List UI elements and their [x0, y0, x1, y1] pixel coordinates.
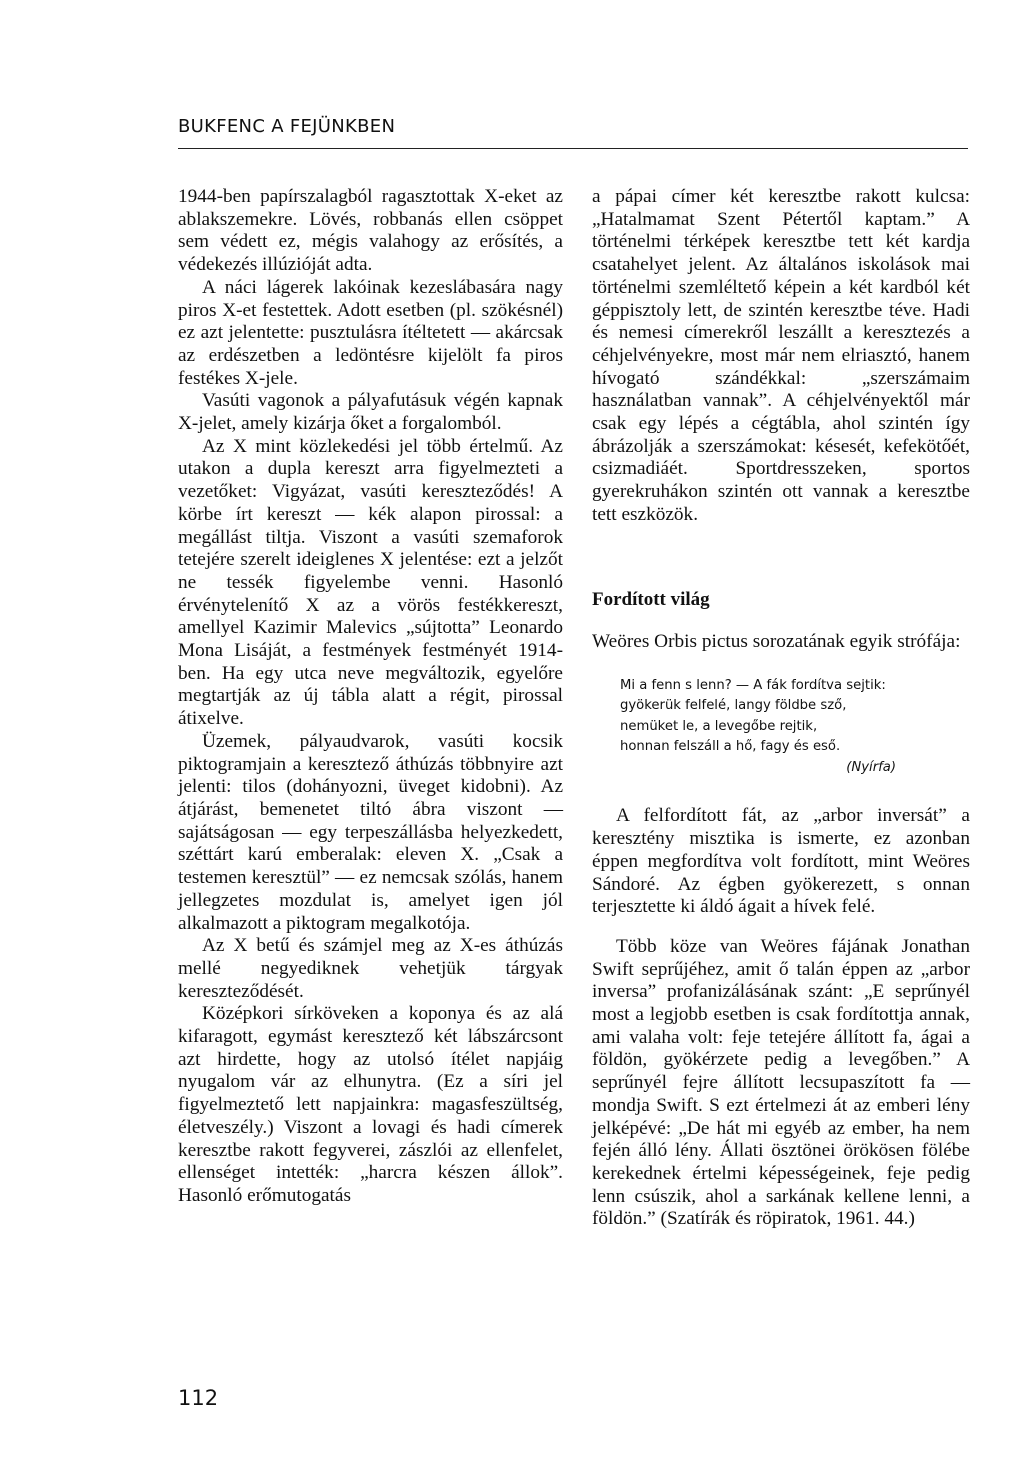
running-header: BUKFENC A FEJÜNKBEN [178, 116, 396, 137]
paragraph: a pápai címer két keresztbe rakott kulcsa: „Hatalmamat Szent Pétertől kaptam.” A történelmi térképek keresztbe tett két kardja csatahelyet jelent. Az általános iskolások mai történelmi szemléltető képein a két kardból két géppisztoly lett, de szintén keresztbe téve. Hadi és nemesi címerekről leszállt a keresztezés a céhjelvényekre, most már nem elriasztó, hanem hívogató szándékkal: „szerszámaim használatban vannak”. A céhjelvényektől már csak egy lépés a cégtábla, ahol szintén így ábrázolják a szerszámokat: késesét, kefekötőét, csizmadiáét. Sportdresszeken, sportos gyerekruhákon szintén ott vannak a keresztbe tett eszközök. [592, 186, 970, 525]
paragraph: Vasúti vagonok a pályafutásuk végén kapnak X-jelet, amely kizárja őket a forgalomból. [178, 390, 563, 435]
poem-line: honnan felszáll a hő, fagy és eső. [620, 739, 841, 755]
paragraph: Üzemek, pályaudvarok, vasúti kocsik piktogramjain a keresztező áthúzás többnyire azt jelenti: tilos (dohányozni, üveget kidobni). Az átjárást, bemenetet tiltó ábra viszont — sajátságosan — egy terpeszállásba helyezkedett, széttárt karú emberalak: eleven X. „Csak a testemen keresztül” — ez nemcsak szólás, hanem jellegzetes mozdulat is, amelyet igen jól alkalmazott a piktogram megalkotója. [178, 730, 563, 934]
paragraph: Középkori sírköveken a koponya és az alá kifaragott, egymást keresztező két lábszárcsont azt hirdette, hogy az utolsó ítélet napjáig nyugalom vár az elhunytra. (Ez a síri jel figyelmeztető lett napjainkra: magasfeszültség, életveszély.) Viszont a lovagi és hadi címerek keresztbe rakott fegyverei, zászlói az ellenfelet, ellenséget intették: „harcra készen állok”. Hasonló erőmutogatás [178, 1003, 563, 1206]
poem-intro: Weöres Orbis pictus sorozatának egyik strófája: [592, 631, 961, 653]
section-heading: Fordított világ [592, 588, 710, 610]
paragraph: A náci lágerek lakóinak kezeslábasára nagy piros X-et festettek. Adott esetben (pl. szökésnél) ez azt jelentette: pusztulásra ítéltetett — akárcsak az erdészetben a ledöntésre kijelölt fa piros festékes X-jele. [178, 276, 563, 389]
poem-line: gyökerük felfelé, langy földbe sző, [620, 698, 847, 714]
paragraph: Az X betű és számjel meg az X-es áthúzás mellé negyediknek vehetjük tárgyak kereszteződését. [178, 935, 563, 1002]
poem-line: Mi a fenn s lenn? — A fák fordítva sejtik: [620, 677, 886, 693]
poem-attribution: (Nyírfa) [846, 759, 896, 775]
right-column [592, 186, 970, 1231]
page-number: 112 [178, 1386, 219, 1410]
poem-stanza [592, 676, 970, 779]
paragraph: Az X mint közlekedési jel több értelmű. Az utakon a dupla kereszt arra figyelmezteti a vezetőket: Vigyázat, vasúti kereszteződés! A körbe írt kereszt — kék alapon pirossal: a megállást tiltja. Viszont a vasúti szemaforok tetejére szerelt ideiglenes X jelentése: ezt a jelzőt ne tessék figyelembe venni. Hasonló érvénytelenítő X az a vörös festékkereszt, amellyel Kazimir Malevics „sújtotta” Leonardo Mona Lisáját, a festmények festményét 1914-ben. Ha egy utca neve megváltozik, egyelőre megtartják az új tábla alatt a régit, pirossal átixelve. [178, 435, 563, 730]
paragraph: 1944-ben papírszalagból ragasztottak X-eket az ablakszemekre. Lövés, robbanás ellen csöppet sem védett ez, mégis valahogy az erősítés, a védekezés illúzióját adta. [178, 186, 563, 276]
header-divider [178, 148, 968, 149]
left-column [178, 186, 563, 1208]
paragraph: Több köze van Weöres fájának Jonathan Swift seprűjéhez, amit ő talán éppen az „arbor inversa” profanizálásának szánt: „E seprűnyél most a legjobb esetben is csak fordítottja annak, ami valaha volt: feje tetejére állított fa, ágai a földön, gyökérzete pedig a levegőben.” A seprűnyél fejre állított lecsupaszított fa — mondja Swift. S ezt értelmezi át az emberi lény jelképévé: „De hát mi egyéb az ember, ha nem fején álló lény. Állati ösztönei örökösen fölébe kerekednek értelmi képességeinek, feje pedig lenn csúszik, ahol a sarkának kellene lenni, a földön.” (Szatírák és röpiratok, 1961. 44.) [592, 935, 970, 1230]
poem-line: nemüket le, a levegőbe rejtik, [620, 718, 818, 734]
paragraph: A felfordított fát, az „arbor inversát” a keresztény misztika is ismerte, ez azonban éppen megfordítva volt fordított, mint Weöres Sándoré. Az égben gyökerezett, s onnan terjesztette ki áldó ágait a hívek felé. [592, 805, 970, 918]
